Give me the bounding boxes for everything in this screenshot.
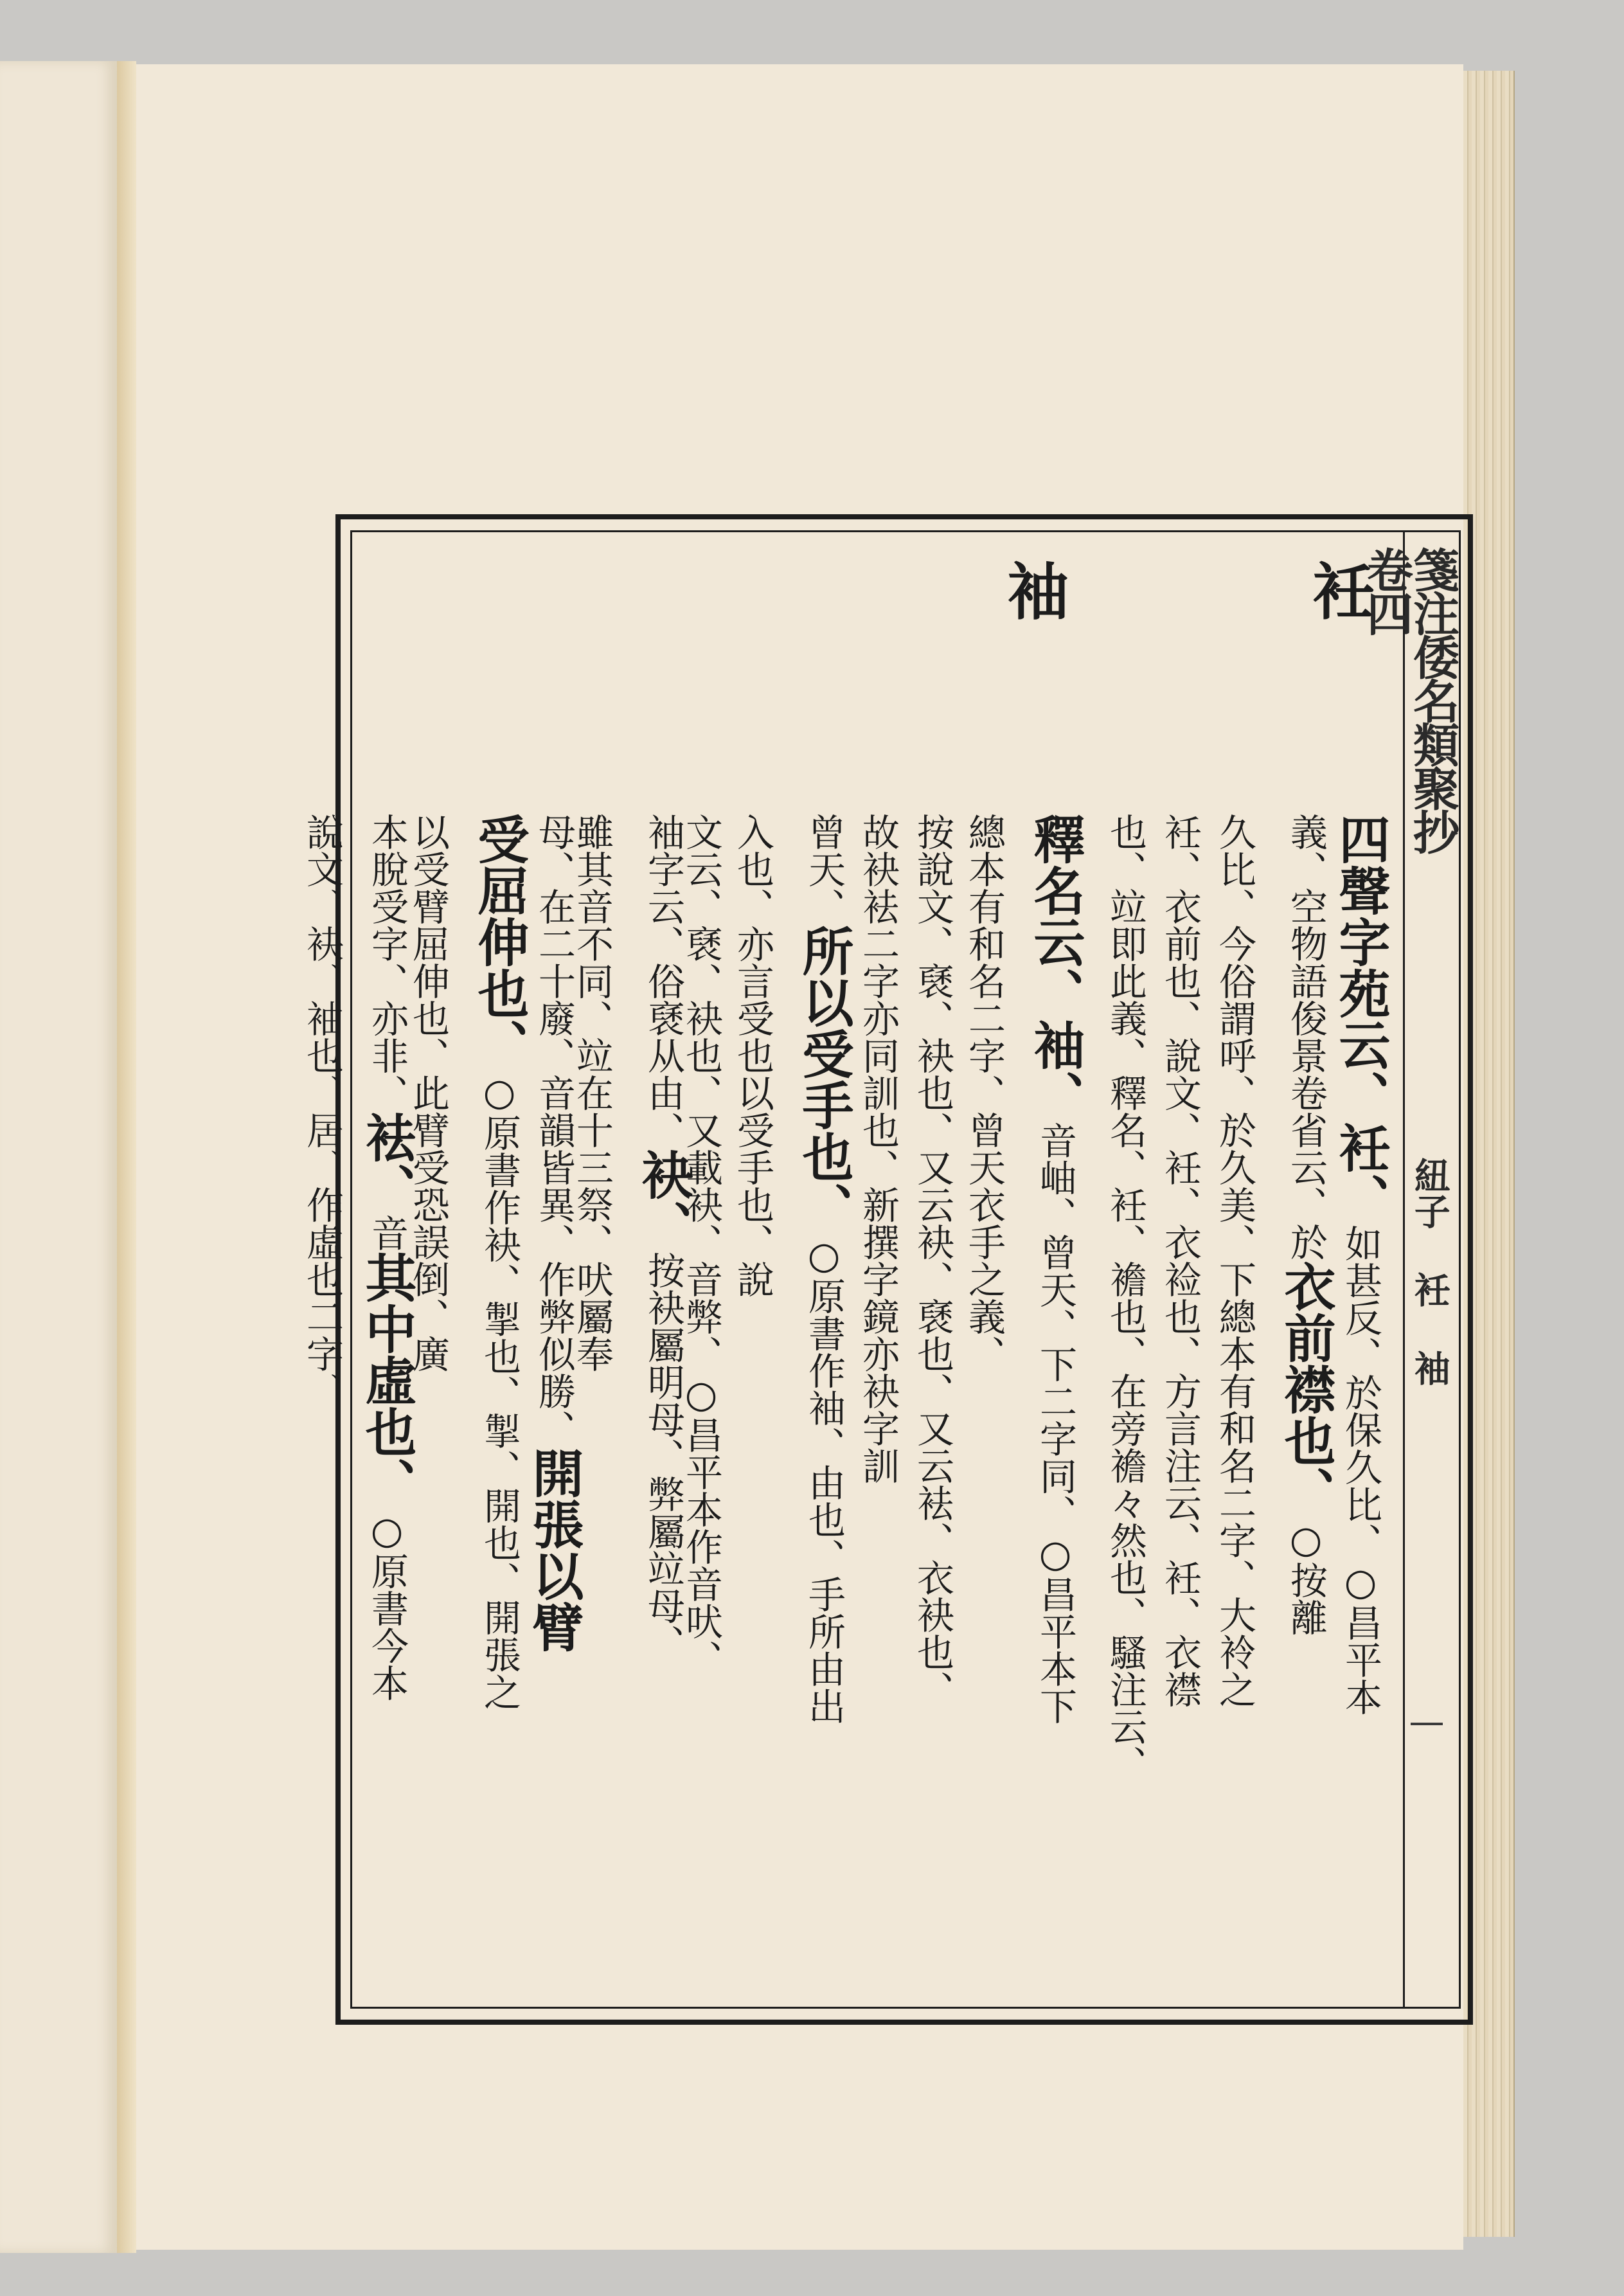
- text-segment: 袂、: [633, 1149, 693, 1251]
- text-segment: 其中虛也、: [357, 1251, 417, 1509]
- text-segment: 也、竝即此義、釋名、衽、襜也、在旁襜々然也、騷注云、: [1103, 813, 1148, 1782]
- text-column: [302, 813, 342, 1410]
- text-segment: ○按離: [1284, 1518, 1328, 1636]
- text-column: [1269, 813, 1343, 1636]
- text-column: [731, 813, 775, 1298]
- text-segment: 如甚反、於保久比、○昌平本: [1339, 1224, 1382, 1716]
- headword-2: 袖: [997, 559, 1070, 621]
- text-segment: 說文、袂、袖也、居、作虛也二字、: [300, 813, 344, 1410]
- text-segment: 袪、: [357, 1111, 417, 1214]
- headword-1: 衽: [1303, 559, 1375, 621]
- text-segment: 按袂屬明母、弊屬竝母、: [641, 1251, 685, 1662]
- margin-section-label: 紐子 衽 袖: [1408, 1157, 1451, 1386]
- left-page: [0, 61, 119, 2253]
- margin-divider: [1403, 530, 1405, 2009]
- text-column: [1160, 813, 1200, 1708]
- text-column: [911, 813, 955, 1708]
- book-gutter: [117, 61, 136, 2253]
- text-segment: 母、在二十廢、音韻皆異、作弊似勝、: [532, 813, 576, 1447]
- text-column: [463, 813, 537, 1710]
- text-segment: 久比、今俗謂呼、於久美、下總本有和名二字、大袊之: [1213, 813, 1257, 1708]
- text-segment: 音岫、曾天、下二字同、○昌平本下: [1033, 1122, 1077, 1725]
- text-segment: ○原書作袂、掣也、掣、開也、開張之: [477, 1070, 521, 1710]
- text-column: [787, 813, 861, 1725]
- text-segment: 音: [365, 1214, 409, 1251]
- text-segment: 四聲字苑云、衽、: [1330, 813, 1391, 1224]
- text-segment: 故袂袪二字亦同訓也、新撰字鏡亦袂字訓: [856, 813, 900, 1484]
- text-segment: 衣前襟也、: [1276, 1260, 1336, 1518]
- text-segment: 衽、衣前也、說文、衽、衣裣也、方言注云、衽、衣襟: [1158, 813, 1202, 1708]
- text-segment: 受屈伸也、: [469, 813, 530, 1070]
- text-segment: 雖其音不同、竝在十三祭、吠屬奉: [570, 813, 614, 1372]
- text-segment: 文云、褎、袂也、又載袂、音弊、○昌平本作音吠、: [679, 813, 724, 1677]
- text-column: [1019, 813, 1093, 1725]
- text-segment: 入也、亦言受也以受手也、說: [731, 813, 775, 1298]
- margin-rule: [1411, 1723, 1443, 1725]
- text-segment: 總本有和名二字、曾天衣手之義、: [962, 813, 1006, 1372]
- margin-book-title: 箋注倭名類聚抄 卷四: [1359, 546, 1460, 852]
- text-column: [1103, 813, 1148, 1782]
- text-segment: 釋名云、袖、: [1025, 813, 1085, 1122]
- text-column: [350, 813, 424, 1701]
- text-column: [964, 813, 1004, 1372]
- text-segment: ○原書今本: [365, 1509, 409, 1701]
- text-column: [858, 813, 898, 1484]
- text-column: [627, 813, 700, 1662]
- text-segment: 曾天、: [802, 813, 846, 925]
- text-segment: 義、空物語俊景卷省云、於: [1284, 813, 1328, 1260]
- text-segment: 本脫受字、亦非、: [365, 813, 409, 1111]
- text-segment: ○原書作袖、由也、手所由出: [802, 1233, 846, 1725]
- text-segment: 按說文、褎、袂也、又云袂、褎也、又云袪、衣袂也、: [911, 813, 955, 1708]
- text-segment: 開張以臂: [524, 1447, 584, 1653]
- text-column: [1213, 813, 1257, 1708]
- text-segment: 所以受手也、: [794, 925, 854, 1233]
- text-segment: 以受臂屈伸也、此臂受恐誤倒、廣: [406, 813, 451, 1372]
- text-segment: 袖字云、俗褎从由、: [641, 813, 685, 1149]
